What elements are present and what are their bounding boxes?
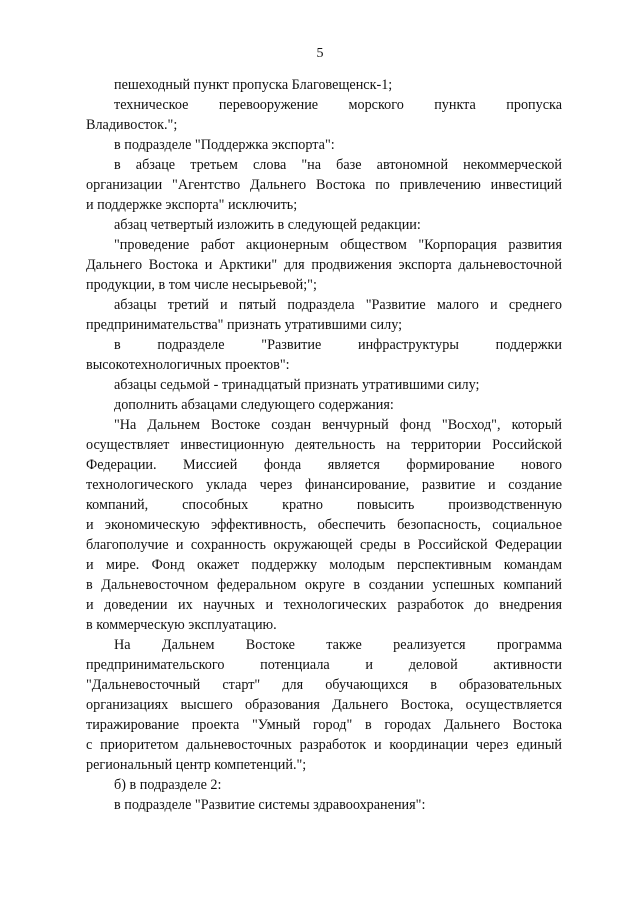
text-line: пешеходный пункт пропуска Благовещенск-1; [114, 77, 393, 93]
text-line: и мире. Фонд окажет поддержку молодым перспективным командам [86, 557, 562, 573]
text-line: Дальнего Востока и Арктики" для продвижения экспорта дальневосточной [86, 257, 562, 273]
text-line: абзац четвертый изложить в следующей редакции: [114, 217, 421, 233]
text-line: в подразделе "Поддержка экспорта": [114, 137, 335, 153]
text-line: абзацы третий и пятый подраздела "Развитие малого и среднего [114, 297, 562, 313]
text-line: технологического уклада через финансирование, развитие и создание [86, 477, 562, 493]
text-line: и доведении их научных и технологических разработок до внедрения [86, 597, 562, 613]
text-line: "проведение работ акционерным обществом "Корпорация развития [114, 237, 562, 253]
text-line: в абзаце третьем слова "на базе автономной некоммерческой [114, 157, 562, 173]
text-line: абзацы седьмой - тринадцатый признать утратившими силу; [114, 377, 480, 393]
text-line: организациях высшего образования Дальнего Востока, осуществляется [86, 697, 562, 713]
text-line: в подразделе "Развитие инфраструктуры поддержки [114, 337, 562, 353]
text-line: предпринимательского потенциала и деловой активности [86, 657, 562, 673]
text-line: "Дальневосточный старт" для обучающихся в образовательных [86, 677, 562, 693]
text-line: Федерации. Миссией фонда является формирование нового [86, 457, 562, 473]
text-line: организации "Агентство Дальнего Востока по привлечению инвестиций [86, 177, 562, 193]
page-number: 5 [316, 46, 324, 61]
text-line: с приоритетом дальневосточных разработок и координации через единый [86, 737, 562, 753]
document-body [86, 75, 562, 815]
text-line: предпринимательства" признать утратившими силу; [86, 317, 403, 333]
text-line: "На Дальнем Востоке создан венчурный фонд "Восход", который [114, 417, 562, 433]
text-line: тиражирование проекта "Умный город" в городах Дальнего Востока [86, 717, 562, 733]
text-line: в Дальневосточном федеральном округе в создании успешных компаний [86, 577, 562, 593]
text-line: осуществляет инвестиционную деятельность на территории Российской [86, 437, 562, 453]
text-line: благополучие и сохранность окружающей среды в Российской Федерации [86, 537, 562, 553]
text-line: б) в подразделе 2: [114, 777, 222, 793]
text-line: и поддержке экспорта" исключить; [86, 197, 298, 213]
text-line: в подразделе "Развитие системы здравоохранения": [114, 797, 426, 813]
text-line: региональный центр компетенций."; [86, 757, 307, 773]
text-line: Владивосток."; [86, 117, 178, 133]
text-line: продукции, в том числе несырьевой;"; [86, 277, 317, 293]
text-line: и экономическую эффективность, обеспечить безопасность, социальное [86, 517, 562, 533]
text-line: высокотехнологичных проектов": [86, 357, 290, 373]
text-line: техническое перевооружение морского пункта пропуска [114, 97, 562, 113]
text-line: в коммерческую эксплуатацию. [86, 617, 277, 633]
text-line: дополнить абзацами следующего содержания: [114, 397, 394, 413]
text-line: На Дальнем Востоке также реализуется программа [114, 637, 562, 653]
text-line: компаний, способных кратно повысить производственную [86, 497, 562, 513]
